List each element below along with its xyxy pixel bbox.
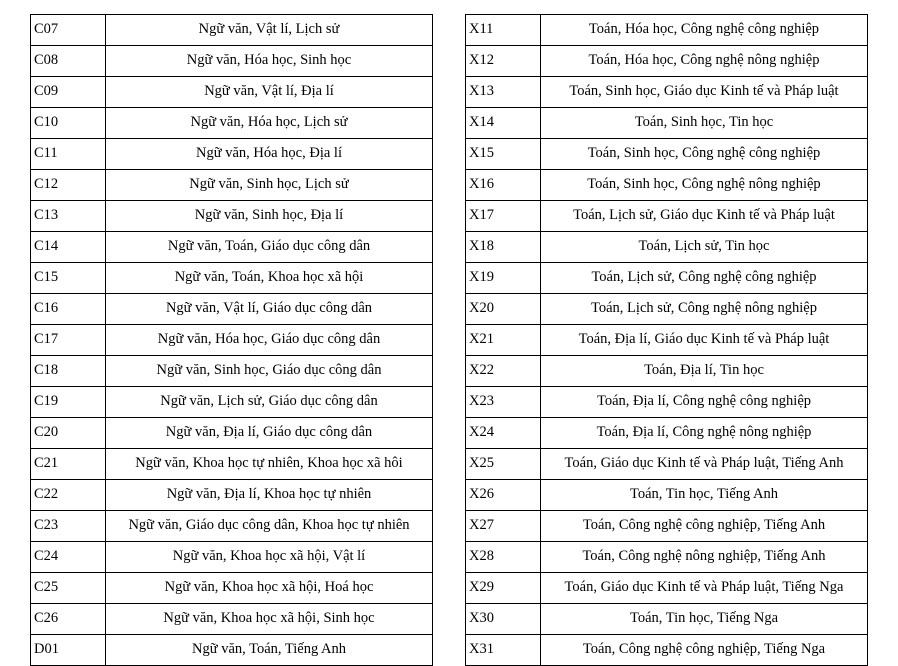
- combination-code: X20: [466, 294, 541, 325]
- combination-code: X16: [466, 170, 541, 201]
- combination-subjects: Toán, Địa lí, Tin học: [541, 356, 868, 387]
- table-row: [31, 356, 433, 387]
- table-row: [31, 418, 433, 449]
- right-combination-table: [465, 14, 868, 666]
- combination-subjects: Ngữ văn, Sinh học, Địa lí: [106, 201, 433, 232]
- combination-code: C17: [31, 325, 106, 356]
- combination-subjects: Toán, Lịch sử, Tin học: [541, 232, 868, 263]
- table-row: [466, 139, 868, 170]
- combination-subjects: Ngữ văn, Vật lí, Giáo dục công dân: [106, 294, 433, 325]
- combination-code: X28: [466, 542, 541, 573]
- combination-code: X13: [466, 77, 541, 108]
- combination-code: X23: [466, 387, 541, 418]
- combination-code: X12: [466, 46, 541, 77]
- combination-code: C07: [31, 15, 106, 46]
- combination-subjects: Ngữ văn, Giáo dục công dân, Khoa học tự nhiên: [106, 511, 433, 542]
- table-row: [31, 201, 433, 232]
- combination-code: X29: [466, 573, 541, 604]
- combination-code: X19: [466, 263, 541, 294]
- table-row: [31, 511, 433, 542]
- table-row: [466, 387, 868, 418]
- table-row: [466, 325, 868, 356]
- right-table-body: [466, 15, 868, 666]
- combination-subjects: Toán, Giáo dục Kinh tế và Pháp luật, Tiếng Nga: [541, 573, 868, 604]
- combination-code: C13: [31, 201, 106, 232]
- combination-subjects: Toán, Lịch sử, Công nghệ công nghiệp: [541, 263, 868, 294]
- combination-subjects: Toán, Lịch sử, Công nghệ nông nghiệp: [541, 294, 868, 325]
- combination-subjects: Toán, Công nghệ công nghiệp, Tiếng Nga: [541, 635, 868, 666]
- table-row: [466, 77, 868, 108]
- combination-code: C23: [31, 511, 106, 542]
- table-row: [466, 418, 868, 449]
- combination-subjects: Toán, Hóa học, Công nghệ công nghiệp: [541, 15, 868, 46]
- combination-subjects: Ngữ văn, Địa lí, Giáo dục công dân: [106, 418, 433, 449]
- combination-code: C26: [31, 604, 106, 635]
- combination-subjects: Toán, Sinh học, Công nghệ nông nghiệp: [541, 170, 868, 201]
- table-row: [31, 108, 433, 139]
- combination-code: X27: [466, 511, 541, 542]
- table-row: [31, 449, 433, 480]
- combination-subjects: Ngữ văn, Toán, Giáo dục công dân: [106, 232, 433, 263]
- table-row: [31, 294, 433, 325]
- table-row: [466, 480, 868, 511]
- table-row: [31, 387, 433, 418]
- table-row: [466, 542, 868, 573]
- combination-code: X30: [466, 604, 541, 635]
- combination-subjects: Ngữ văn, Hóa học, Sinh học: [106, 46, 433, 77]
- table-row: [31, 15, 433, 46]
- table-row: [466, 263, 868, 294]
- combination-subjects: Ngữ văn, Khoa học xã hội, Sinh học: [106, 604, 433, 635]
- combination-subjects: Toán, Giáo dục Kinh tế và Pháp luật, Tiếng Anh: [541, 449, 868, 480]
- table-row: [31, 263, 433, 294]
- combination-code: X18: [466, 232, 541, 263]
- combination-code: X22: [466, 356, 541, 387]
- table-row: [31, 77, 433, 108]
- combination-subjects: Ngữ văn, Sinh học, Giáo dục công dân: [106, 356, 433, 387]
- table-row: [466, 294, 868, 325]
- combination-code: C10: [31, 108, 106, 139]
- table-row: [31, 139, 433, 170]
- combination-subjects: Toán, Tin học, Tiếng Nga: [541, 604, 868, 635]
- table-row: [31, 480, 433, 511]
- table-row: [466, 201, 868, 232]
- combination-subjects: Ngữ văn, Vật lí, Địa lí: [106, 77, 433, 108]
- table-row: [466, 170, 868, 201]
- table-row: [466, 232, 868, 263]
- combination-code: C12: [31, 170, 106, 201]
- combination-code: C08: [31, 46, 106, 77]
- table-row: [31, 325, 433, 356]
- combination-code: C20: [31, 418, 106, 449]
- table-row: [31, 232, 433, 263]
- combination-subjects: Toán, Hóa học, Công nghệ nông nghiệp: [541, 46, 868, 77]
- combination-subjects: Ngữ văn, Lịch sử, Giáo dục công dân: [106, 387, 433, 418]
- combination-subjects: Toán, Tin học, Tiếng Anh: [541, 480, 868, 511]
- table-row: [31, 542, 433, 573]
- combination-subjects: Ngữ văn, Khoa học xã hội, Vật lí: [106, 542, 433, 573]
- combination-subjects: Ngữ văn, Hóa học, Địa lí: [106, 139, 433, 170]
- table-row: [466, 108, 868, 139]
- combination-code: X24: [466, 418, 541, 449]
- table-row: [466, 356, 868, 387]
- table-row: [466, 46, 868, 77]
- combination-code: X15: [466, 139, 541, 170]
- combination-code: X14: [466, 108, 541, 139]
- combination-subjects: Ngữ văn, Toán, Khoa học xã hội: [106, 263, 433, 294]
- combination-code: C11: [31, 139, 106, 170]
- combination-subjects: Toán, Sinh học, Tin học: [541, 108, 868, 139]
- table-row: [31, 635, 433, 666]
- combination-code: X11: [466, 15, 541, 46]
- combination-code: C14: [31, 232, 106, 263]
- combination-code: X17: [466, 201, 541, 232]
- table-row: [466, 15, 868, 46]
- table-row: [31, 604, 433, 635]
- combination-subjects: Toán, Công nghệ công nghiệp, Tiếng Anh: [541, 511, 868, 542]
- combination-code: C24: [31, 542, 106, 573]
- combination-subjects: Toán, Lịch sử, Giáo dục Kinh tế và Pháp luật: [541, 201, 868, 232]
- table-row: [466, 449, 868, 480]
- combination-subjects: Toán, Địa lí, Giáo dục Kinh tế và Pháp luật: [541, 325, 868, 356]
- table-row: [31, 170, 433, 201]
- combination-subjects: Ngữ văn, Hóa học, Lịch sử: [106, 108, 433, 139]
- combination-code: C09: [31, 77, 106, 108]
- combination-code: X21: [466, 325, 541, 356]
- combination-subjects: Toán, Địa lí, Công nghệ công nghiệp: [541, 387, 868, 418]
- table-row: [466, 604, 868, 635]
- left-combination-table: [30, 14, 433, 666]
- combination-code: C16: [31, 294, 106, 325]
- combination-subjects: Ngữ văn, Khoa học xã hội, Hoá học: [106, 573, 433, 604]
- table-row: [466, 573, 868, 604]
- combination-code: C22: [31, 480, 106, 511]
- combination-subjects: Ngữ văn, Hóa học, Giáo dục công dân: [106, 325, 433, 356]
- combination-subjects: Ngữ văn, Sinh học, Lịch sử: [106, 170, 433, 201]
- combination-code: C18: [31, 356, 106, 387]
- combination-subjects: Toán, Công nghệ nông nghiệp, Tiếng Anh: [541, 542, 868, 573]
- combination-code: C15: [31, 263, 106, 294]
- combination-code: X31: [466, 635, 541, 666]
- combination-code: C25: [31, 573, 106, 604]
- left-table-body: [31, 15, 433, 666]
- combination-code: X25: [466, 449, 541, 480]
- table-row: [31, 46, 433, 77]
- table-row: [31, 573, 433, 604]
- combination-code: X26: [466, 480, 541, 511]
- table-row: [466, 635, 868, 666]
- combination-code: C19: [31, 387, 106, 418]
- combination-subjects: Toán, Địa lí, Công nghệ nông nghiệp: [541, 418, 868, 449]
- combination-subjects: Ngữ văn, Địa lí, Khoa học tự nhiên: [106, 480, 433, 511]
- combination-subjects: Ngữ văn, Toán, Tiếng Anh: [106, 635, 433, 666]
- table-row: [466, 511, 868, 542]
- combination-subjects: Ngữ văn, Vật lí, Lịch sử: [106, 15, 433, 46]
- combination-subjects: Toán, Sinh học, Công nghệ công nghiệp: [541, 139, 868, 170]
- combination-subjects: Toán, Sinh học, Giáo dục Kinh tế và Pháp luật: [541, 77, 868, 108]
- combination-code: C21: [31, 449, 106, 480]
- combination-code: D01: [31, 635, 106, 666]
- combination-subjects: Ngữ văn, Khoa học tự nhiên, Khoa học xã hôi: [106, 449, 433, 480]
